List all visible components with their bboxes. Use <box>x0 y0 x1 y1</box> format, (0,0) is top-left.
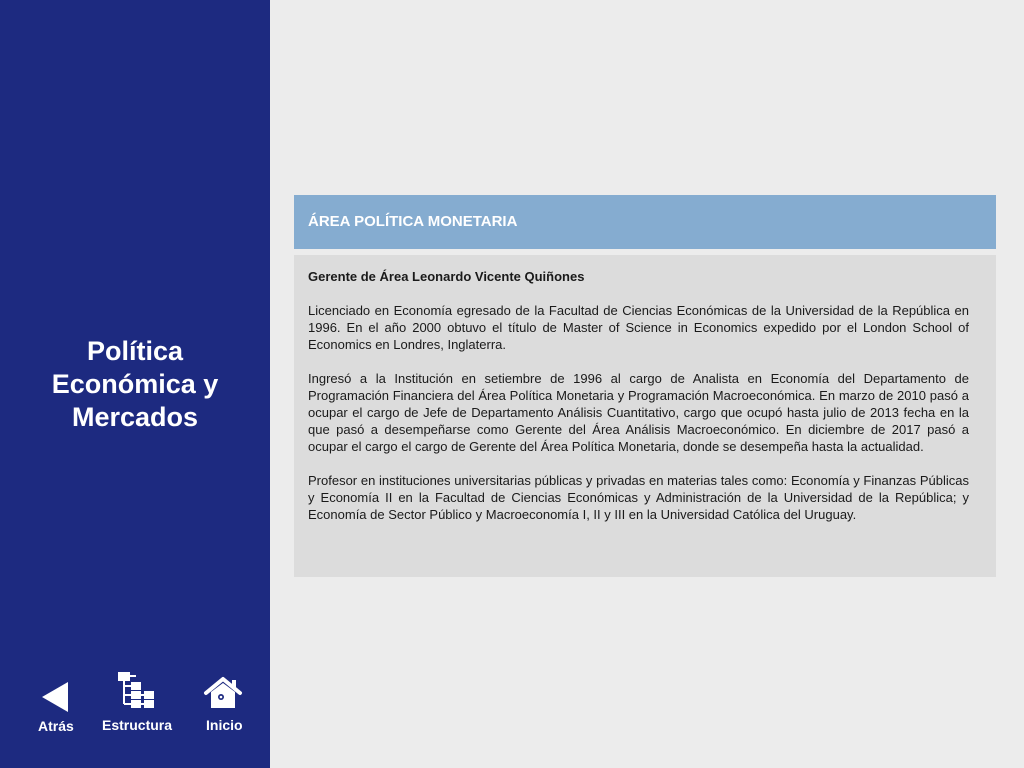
sidebar-title-line-1: Política <box>86 336 184 366</box>
section-title: ÁREA POLÍTICA MONETARIA <box>308 213 518 230</box>
sidebar-title-line-3: Mercados <box>71 402 199 432</box>
profile-text <box>308 268 969 540</box>
sidebar-title-line-2: Económica y <box>51 369 219 399</box>
back-triangle-icon <box>40 680 70 714</box>
sidebar-title <box>0 335 270 434</box>
sidebar <box>0 0 270 768</box>
hierarchy-icon <box>118 672 158 710</box>
profile-content <box>294 255 996 577</box>
back-label: Atrás <box>38 718 74 734</box>
profile-paragraph-1: Licenciado en Economía egresado de la Facultad de Ciencias Económicas de la Universidad de la República en 1996. En el año 2000 obtuvo el título de Master of Science in Economics expedido por el London School of Economics en Londres, Inglaterra. <box>308 303 969 352</box>
back-button[interactable] <box>30 672 82 742</box>
structure-label: Estructura <box>102 717 173 733</box>
home-button[interactable] <box>200 672 250 742</box>
structure-button[interactable] <box>100 672 180 742</box>
section-header <box>294 195 996 249</box>
profile-paragraph-2: Ingresó a la Institución en setiembre de 1996 al cargo de Analista en Economía del Departamento de Programación Financiera del Área Política Monetaria y Programación Macroeconómica. En marzo de 2010 pasó a ocupar el cargo de Jefe de Departamento Análisis Cuantitativo, cargo que ocupó hasta julio de 2013 fecha en la que pasó a desempeñarse como Gerente del Área Análisis Macroeconómico. En diciembre de 2017 pasó a ocupar el cargo el cargo de Gerente del Área Política Monetaria, donde se desempeña hasta la actualidad. <box>308 371 969 454</box>
profile-paragraph-3: Profesor en instituciones universitarias públicas y privadas en materias tales como: Economía y Finanzas Públicas y Economía II en la Facultad de Ciencias Económicas y Administración de la Universidad de la República; y Economía de Sector Público y Macroeconomía I, II y III en la Universidad Católica del Uruguay. <box>308 473 969 522</box>
home-label: Inicio <box>206 717 243 733</box>
home-icon <box>203 676 243 710</box>
profile-subtitle: Gerente de Área Leonardo Vicente Quiñones <box>308 269 585 284</box>
